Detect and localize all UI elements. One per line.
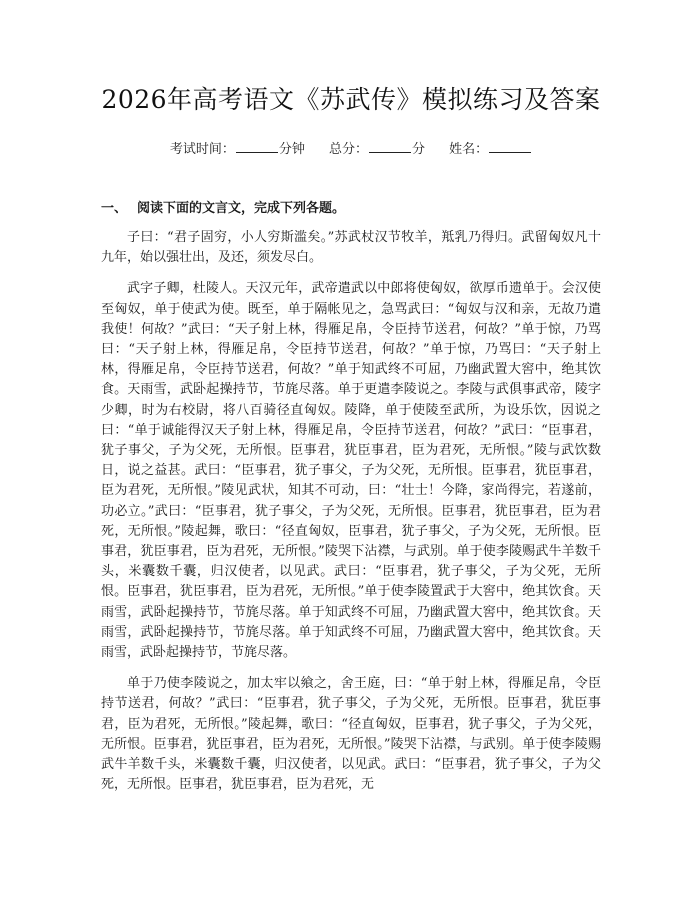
total-score-field: [329, 139, 425, 159]
section-heading-text: 阅读下面的文言文，完成下列各题。: [137, 201, 346, 216]
exam-time-label: 考试时间：: [169, 142, 235, 157]
student-name-label: 姓名：: [449, 142, 489, 157]
passage-paragraph-3: 单于乃使李陵说之，加太牢以飨之，舍王庭，曰：“单于射上林，得雁足帛，令臣持节送君，何故？”武曰：“臣事君，犹子事父，子为父死，无所恨。臣事君，犹臣事君，臣为君死，无所恨。”陵起舞，歌曰：“径直匈奴，臣事君，犹子事父，子为父死，无所恨。臣事君，犹臣事君，臣为君死，无所恨。”陵哭下沾襟，与武别。单于使李陵赐武牛羊数千头，米囊数千囊，归汉使者，以见武。武曰：“臣事君，犹子事父，子为父死，无所恨。臣事君，犹臣事君，臣为君死，无: [101, 676, 601, 793]
student-name-blank: [489, 139, 531, 153]
exam-time-unit: 分钟: [278, 142, 305, 157]
total-score-unit: 分: [412, 142, 426, 157]
passage-paragraph-1: 子曰：“君子固穷，小人穷斯滥矣。”苏武杖汉节牧羊，羝乳乃得归。武留匈奴凡十九年，始以强壮出，及还，须发尽白。: [101, 230, 601, 266]
document-title: 2026年高考语文《苏武传》模拟练习及答案: [101, 85, 601, 114]
exam-time-blank: [236, 139, 278, 153]
section-heading: [101, 199, 601, 219]
exam-info-line: [101, 139, 601, 159]
total-score-label: 总分：: [328, 142, 368, 157]
exam-time-field: [170, 139, 305, 159]
passage-paragraph-2: 武字子卿，杜陵人。天汉元年，武帝遣武以中郎将使匈奴，欲厚币遗单于。会汉使至匈奴，单于使武为使。既至，单于隔帐见之，急骂武曰：“匈奴与汉和亲，无故乃遣我使！何故？”武曰：“天子射上林，得雁足帛，令臣持节送君，何故？”单于惊，乃骂曰：“天子射上林，得雁足帛，令臣持节送君，何故？”单于惊，乃骂曰：“天子射上林，得雁足帛，令臣持节送君，何故？”单于知武终不可屈，乃幽武置大窖中，绝其饮食。天雨雪，武卧起操持节，节旄尽落。单于更遣李陵说之。李陵与武俱事武帝，陵字少卿，时为右校尉，将八百骑径直匈奴。陵降，单于使陵至武所，为设乐饮，因说之曰：“单于诚能得汉天子射上林，得雁足帛，令臣持节送君，何故？”武曰：“臣事君，犹子事父，子为父死，无所恨。臣事君，犹臣事君，臣为君死，无所恨。”陵与武饮数日，说之益甚。武曰：“臣事君，犹子事父，子为父死，无所恨。臣事君，犹臣事君，臣为君死，无所恨。”陵见武状，知其不可动，曰：“壮士！今降，家尚得完，若遂前，功必立。”武曰：“臣事君，犹子事父，子为父死，无所恨。臣事君，犹臣事君，臣为君死，无所恨。”陵起舞，歌曰：“径直匈奴，臣事君，犹子事父，子为父死，无所恨。臣事君，犹臣事君，臣为君死，无所恨。”陵哭下沾襟，与武别。单于使李陵赐武牛羊数千头，米囊数千囊，归汉使者，以见武。武曰：“臣事君，犹子事父，子为父死，无所恨。臣事君，犹臣事君，臣为君死，无所恨。”单于使李陵置武于大窖中，绝其饮食。天雨雪，武卧起操持节，节旄尽落。单于知武终不可屈，乃幽武置大窖中，绝其饮食。天雨雪，武卧起操持节，节旄尽落。单于知武终不可屈，乃幽武置大窖中，绝其饮食。天雨雪，武卧起操持节，节旄尽落。: [101, 281, 601, 661]
section-number: 一、: [101, 201, 128, 216]
total-score-blank: [369, 139, 411, 153]
student-name-field: [449, 139, 532, 159]
